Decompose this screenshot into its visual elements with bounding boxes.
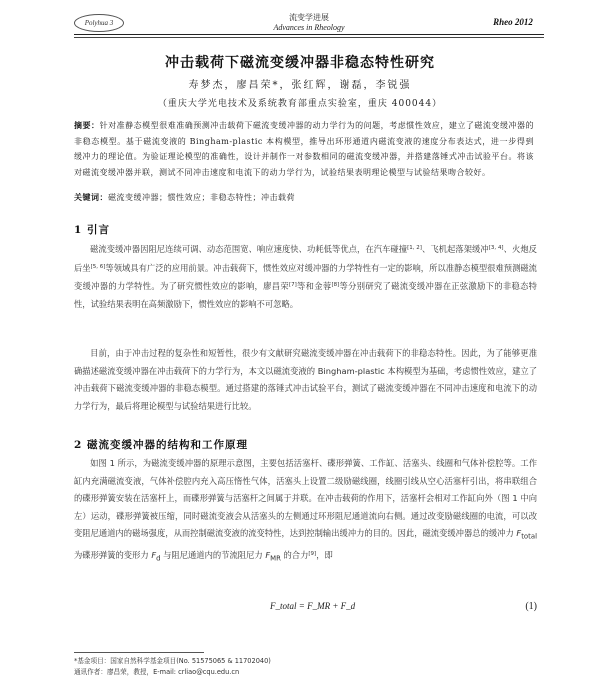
header-rule-thin [74,37,544,38]
keywords-text: 磁流变缓冲器；惯性效应；非稳态特性；冲击载荷 [108,193,295,202]
journal-header [74,10,544,40]
text-run: 等领域具有广泛的应用前景。冲击载荷下，惯性效应对缓冲器的力学特性有一定的影响，所以准静态模型很难预测磁流变缓冲器的力学特性。为了研究惯性效应的影响，廖昌荣 [74,262,537,291]
text-run: 如图 1 所示，为磁流变缓冲器的原理示意图，主要包括活塞杆、碟形弹簧、工作缸、活塞头、线圈和气体补偿腔等。工作缸内充满磁流变液，气体补偿腔内充入高压惰性气体，活塞头上设置二级励磁线圈，线圈引线从空心活塞杆引出，将串联组合的碟形弹簧安装在活塞杆上，而碟形弹簧与活塞杆之间属于并联。在冲击载荷的作用下，活塞杆会相对工作缸向外（图 1 中向左）运动，碟形弹簧被压缩，同时磁流变液会从活塞头的左侧通过环形阻尼通道流向右侧。通过改变励磁线圈的电流，可以改变阻尼通道内的磁场强度，从而控制磁流变液的流变特性，达到控制输出缓冲力的目的。因此，磁流变缓冲器总的缓冲力 [74,458,537,538]
keywords-label: 关键词： [74,192,108,202]
citation: [9] [308,551,317,558]
text-run: 等分别研究了磁流变缓冲器在正弦激励下的非稳态特性，试验结果表明在高频激励下，惯性效应的影响不可忽略。 [74,281,537,309]
symbol-subscript: d [156,554,161,563]
symbol-subscript: MR [270,554,281,563]
citation: [7] [288,282,297,288]
section-heading-1: 1 引言 [74,224,110,236]
symbol-subscript: total [521,532,537,541]
text-run: 的合力 [280,550,309,561]
journal-name-cn: 流变学进展 [289,13,329,22]
citation: [1, 2] [407,245,422,251]
symbol: F [265,550,271,561]
symbol: F [151,550,157,561]
corresponding-author-note: 通讯作者：廖昌荣，教授，E-mail: crliao@cqu.edu.cn [74,668,240,676]
citation: [3, 4] [488,245,504,251]
conference-logo-right: Rheo 2012 [493,17,533,27]
keywords [74,191,534,204]
equation-number: (1) [525,601,537,612]
header-rule [74,34,544,35]
funding-note: *基金项目：国家自然科学基金项目(No. 51575065 & 11702040) [74,657,271,665]
symbol: F [516,528,522,538]
section-1-paragraph-1 [74,240,537,313]
footnote-rule [74,652,204,653]
text-run: 等和金蓉 [296,281,332,291]
affiliation: （重庆大学光电技术及系统教育部重点实验室，重庆 400044） [157,99,443,109]
conference-logo-left: Polyhua 3 [74,14,124,32]
text-run: 、火炮反后坐 [74,244,537,273]
text-run: 目前，由于冲击过程的复杂性和短暂性，很少有文献研究磁流变缓冲器在冲击载荷下的非稳态特性。因此，为了能够更准确描述磁流变缓冲器在冲击载荷下的力学行为，本文以磁流变液的 Bingham-plastic 本构模型为基础，考虑惯性效应，建立了冲击载荷下磁流变缓冲器的非稳态模型。通过搭建的落锤式冲击试验平台，测试了磁流变缓冲器在不同冲击速度和电流下的动力学行为，最后将理论模型与试验结果进行比较。 [74,348,537,411]
section-heading-2: 2 磁流变缓冲器的结构和工作原理 [74,439,248,451]
text-run: 与阻尼通道内的节流阻尼力 [160,550,266,561]
footnote [74,656,534,678]
equation-1 [74,601,537,617]
citation: [5, 6] [90,263,106,270]
abstract-text: 针对准静态模型很难准确预测冲击载荷下磁流变缓冲器的动力学行为的问题，考虑惯性效应，建立了磁流变缓冲器的非稳态模型。基于磁流变液的 Bingham-plastic 本构模型，推导出环形通道内磁流变液的速度分布表达式，进一步得到缓冲力的理论值。为验证理论模型的准确性，设计并制作一对参数相同的磁流变缓冲器，并搭建落锤式冲击试验平台。将该对磁流变缓冲器并联，测试不同冲击速度和电流下的动力学行为，试验结果表明理论模型与试验结果吻合较好。 [74,121,535,177]
abstract [74,118,534,180]
text-run: 磁流变缓冲器因阻尼连续可调、动态范围宽、响应速度快、功耗低等优点，在汽车碰撞 [90,244,408,254]
equation-body: F_total = F_MR + F_d [270,601,356,611]
journal-name-en: Advances in Rheology [273,23,345,32]
abstract-label: 摘要： [74,120,100,130]
text-run: ，即 [316,550,333,561]
section-1-paragraph-2 [74,345,537,415]
author-list: 寿梦杰，廖昌荣*，张红辉，谢磊，李锐强 [188,80,412,91]
text-run: 为碟形弹簧的变形力 [74,550,152,561]
paper-title: 冲击载荷下磁流变缓冲器非稳态特性研究 [165,55,435,71]
section-2-paragraph-1 [74,455,537,568]
text-run: 、飞机起落架缓冲 [421,244,489,254]
citation: [8] [331,282,340,288]
journal-name [224,13,394,33]
